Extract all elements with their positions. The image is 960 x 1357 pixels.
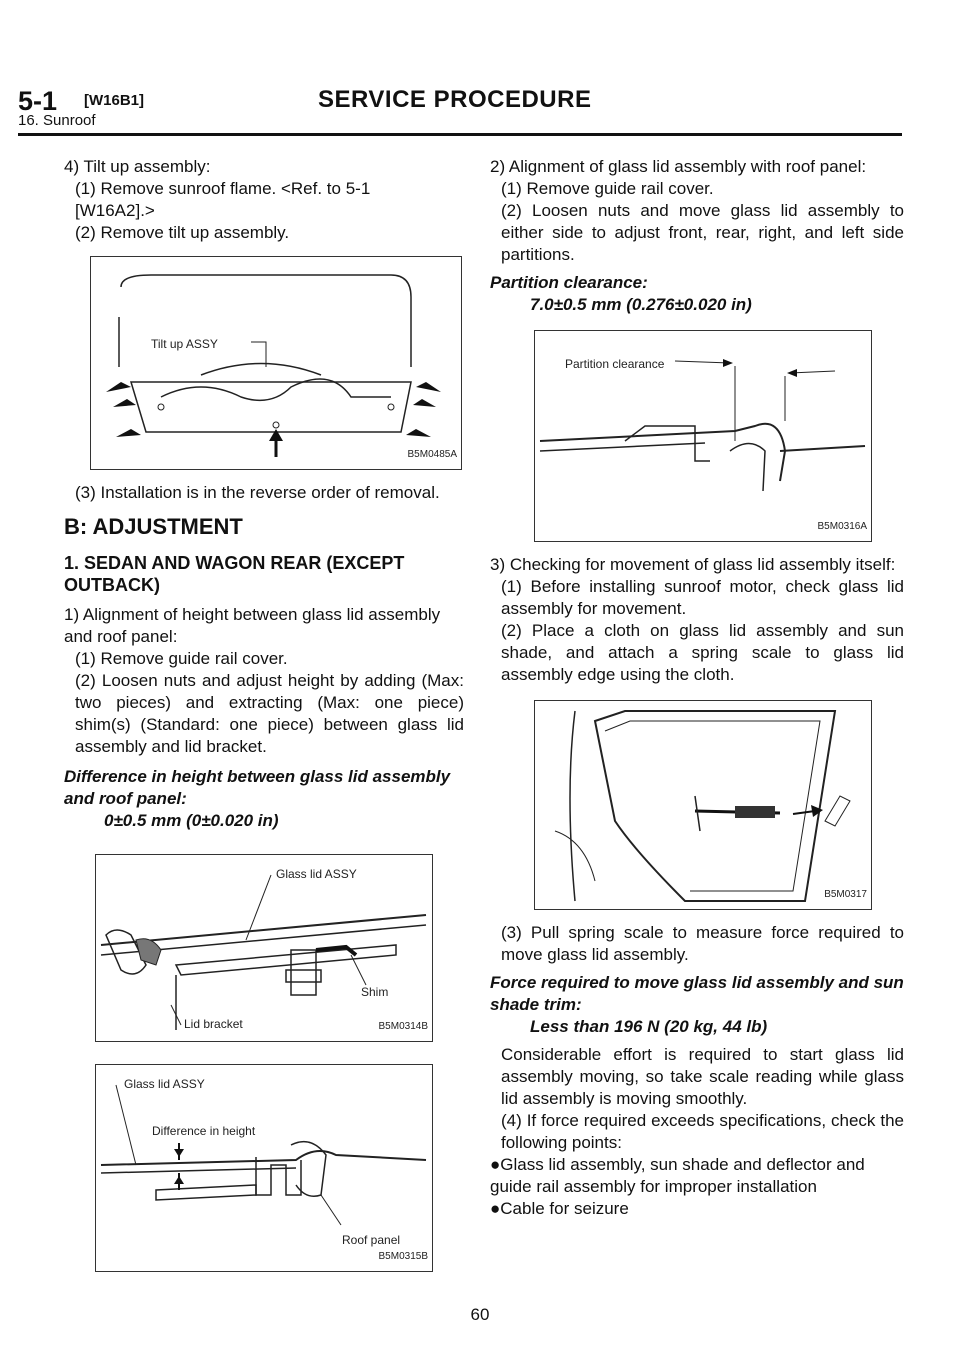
bullet-icon: ● [490,1155,501,1174]
height-spec-value: 0±0.5 mm (0±0.020 in) [104,811,279,830]
bullet-icon: ● [490,1199,501,1218]
note-text: Considerable effort is required to start glass lid assembly moving, so take scale reading while glass lid assembly is moving smoothly. [501,1045,904,1108]
fig4-caption: B5M0316A [817,521,867,532]
bullet-item-1 [490,1154,904,1198]
sedan-wagon-heading: 1. SEDAN AND WAGON REAR (EXCEPT OUTBACK) [64,553,405,595]
shim-illustration [96,855,432,1041]
align2-step1: (1) Remove guide rail cover. [501,179,714,198]
fig3-roof-label: Roof panel [342,1233,401,1247]
adjustment-heading: B: ADJUSTMENT [64,514,243,539]
partition-title: Partition clearance: [490,273,648,292]
section-code: 5-1 [18,86,58,116]
figure-glass-lid-shim [95,854,433,1042]
figure-partition-clearance [534,330,872,542]
tiltup-step3: (3) Installation is in the reverse order of removal. [75,483,440,502]
fig2-glass-label: Glass lid ASSY [276,867,357,881]
fig3-glass-label: Glass lid ASSY [124,1077,205,1091]
tiltup-step1a: (1) Remove sunroof flame. <Ref. to 5-1 [75,179,371,198]
tiltup-title: 4) Tilt up assembly: [64,157,211,176]
align-step1: (1) Remove guide rail cover. [75,649,288,668]
align2-title: 2) Alignment of glass lid assembly with roof panel: [490,157,867,176]
fig2-caption: B5M0314B [378,1021,428,1032]
fig1-caption: B5M0485A [407,449,457,460]
fig2-shim-label: Shim [361,985,389,999]
align-title: 1) Alignment of height between glass lid assembly and roof panel: [64,605,441,646]
tiltup-step1b: [W16A2].> [75,201,155,220]
fig1-label: Tilt up ASSY [151,337,218,351]
figure-difference-height [95,1064,433,1272]
check-step3: (3) Pull spring scale to measure force required to move glass lid assembly. [501,923,904,964]
figure-tilt-up-assy [90,256,462,470]
right-column [490,156,904,1220]
page-header [18,86,902,138]
figure-spring-scale [534,700,872,910]
tiltup-step2: (2) Remove tilt up assembly. [75,223,290,242]
section-name: 16. Sunroof [18,112,96,129]
section-subcode: [W16B1] [84,92,145,109]
bullet-text-2: Cable for seizure [500,1199,629,1218]
left-column [64,156,464,1272]
page-number: 60 [470,1305,490,1324]
align-step2: (2) Loosen nuts and adjust height by adding (Max: two pieces) and extracting (Max: one piece) shim(s) (Standard: one piece) between glass lid assembly and lid bracket. [75,671,464,756]
align2-step2: (2) Loosen nuts and move glass lid assembly to either side to adjust front, rear, right, and left side partitions. [501,201,904,264]
check-step4: (4) If force required exceeds specifications, check the following points: [501,1111,904,1152]
height-spec-title: Difference in height between glass lid assembly and roof panel: [64,767,451,808]
check-step1: (1) Before installing sunroof motor, check glass lid assembly for movement. [501,577,904,618]
spring-scale-illustration [535,701,871,909]
check-step2: (2) Place a cloth on glass lid assembly and sun shade, and attach a spring scale to glass lid assembly edge using the cloth. [501,621,904,684]
page-title: SERVICE PROCEDURE [318,86,592,113]
force-value: Less than 196 N (20 kg, 44 lb) [530,1017,768,1036]
force-title: Force required to move glass lid assembly and sun shade trim: [490,973,904,1014]
fig3-caption: B5M0315B [378,1251,428,1262]
fig2-bracket-label: Lid bracket [184,1017,243,1031]
fig5-caption: B5M0317 [824,889,867,900]
check-title: 3) Checking for movement of glass lid assembly itself: [490,555,896,574]
bullet-item-2 [490,1198,904,1220]
fig4-label: Partition clearance [565,357,665,371]
tilt-up-illustration [91,257,461,469]
partition-value: 7.0±0.5 mm (0.276±0.020 in) [530,295,752,314]
bullet-text-1: Glass lid assembly, sun shade and deflector and guide rail assembly for improper installation [490,1155,865,1196]
fig3-diff-label: Difference in height [152,1124,256,1138]
header-rule [18,133,902,136]
